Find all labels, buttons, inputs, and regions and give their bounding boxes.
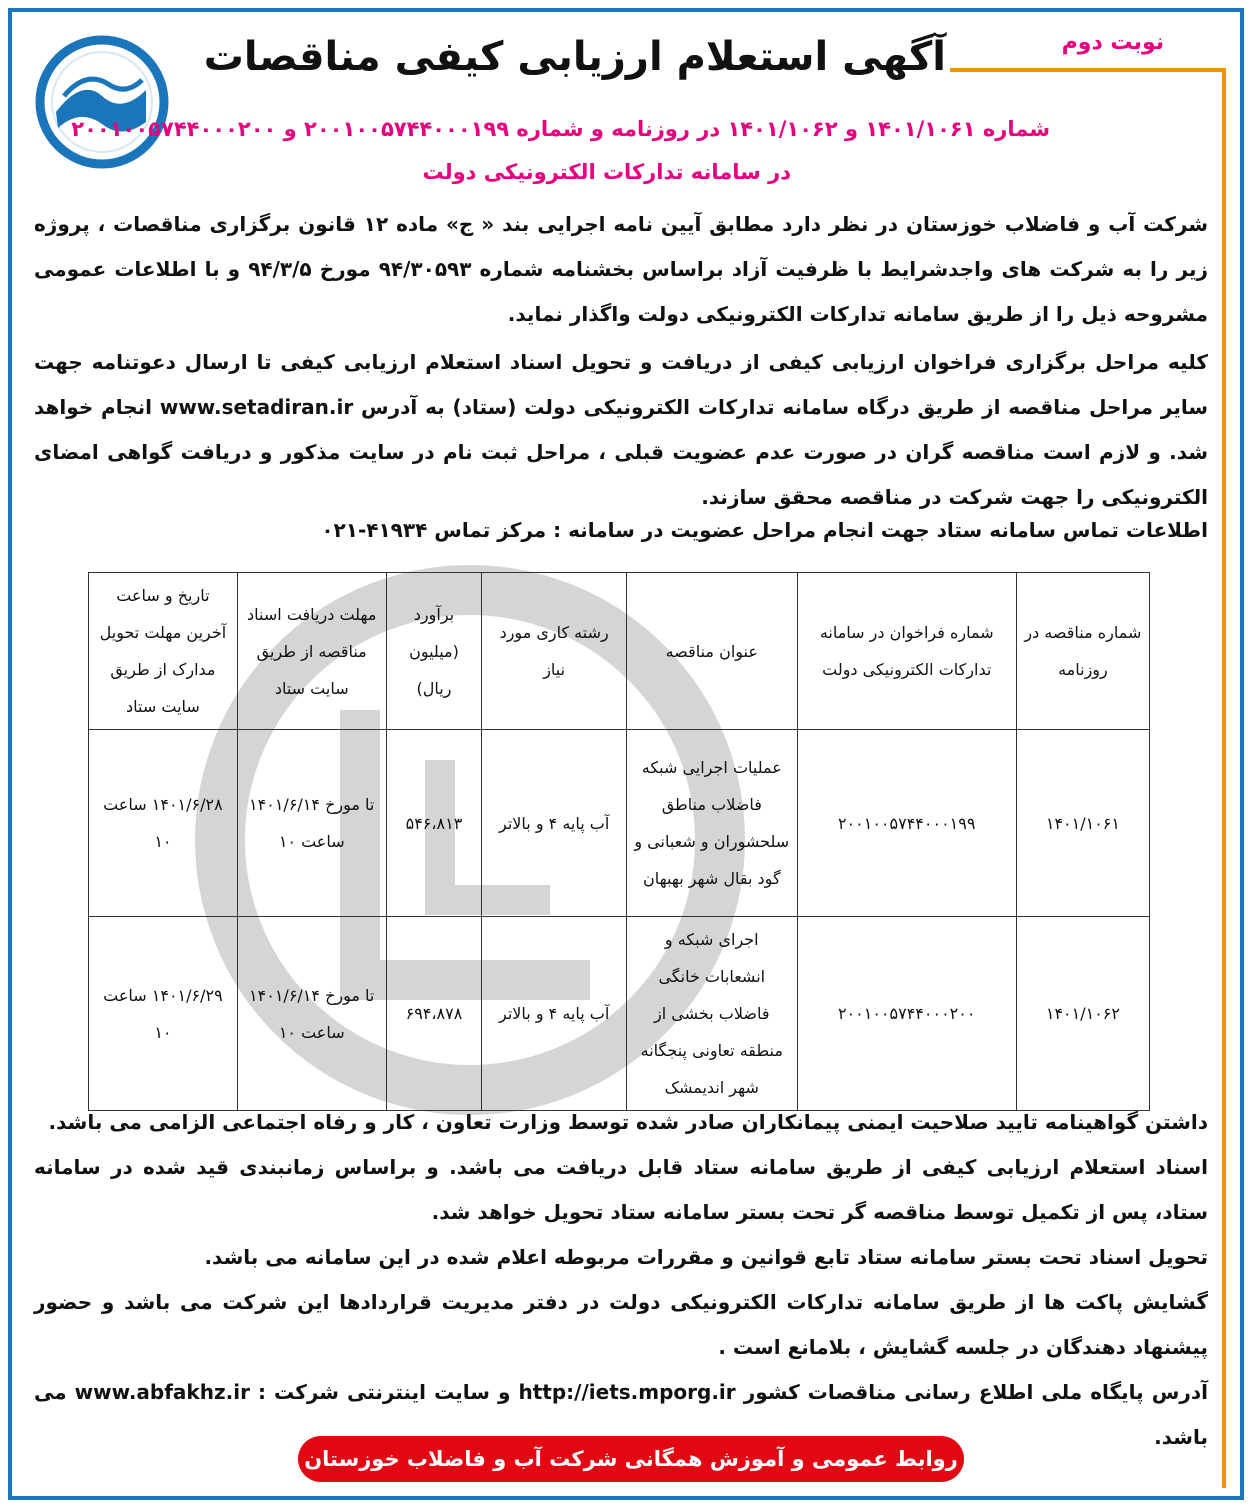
cell-newspaper-no: ۱۴۰۱/۱۰۶۲ <box>1016 917 1149 1111</box>
company-logo <box>34 34 170 170</box>
contact-info: اطلاعات تماس سامانه ستاد جهت انجام مراحل عضویت در سامانه : مرکز تماس ۴۱۹۳۴-۰۲۱ <box>321 518 1208 542</box>
footer-note-opening: گشایش پاکت ها از طریق سامانه تدارکات الکترونیکی دولت در دفتر مدیریت قراردادها این شرکت می باشد و حضور پیشنهاد دهندگان در جلسه گشایش ، بلامانع است . <box>34 1290 1208 1359</box>
page-title: آگهی استعلام ارزیابی کیفی مناقصات <box>203 34 946 80</box>
cell-estimate: ۵۴۶،۸۱۳ <box>386 730 482 917</box>
header-tender-title: عنوان مناقصه <box>626 573 797 730</box>
cell-setad-no: ۲۰۰۱۰۰۵۷۴۴۰۰۰۲۰۰ <box>797 917 1016 1111</box>
footer-note-documents: اسناد استعلام ارزیابی کیفی از طریق سامانه ستاد قابل دریافت می باشد. و براساس زمانبندی قید شده در سامانه ستاد، پس از تکمیل توسط مناقصه گر تحت بستر سامانه ستاد تحویل خواهد شد. <box>34 1155 1208 1224</box>
intro-paragraph: شرکت آب و فاضلاب خوزستان در نظر دارد مطابق آیین نامه اجرایی بند « ج» ماده ۱۲ قانون برگزاری مناقصات ، پروژه زیر را به شرکت های واجدشرایط با ظرفیت آزاد براساس بخشنامه شماره ۹۴/۳۰۵۹۳ مورخ ۹۴/۳/۵ و با اطلاعات عمومی مشروحه ذیل را از طریق سامانه تدارکات الکترونیکی دولت واگذار نماید. <box>34 212 1208 326</box>
tender-table <box>88 572 1150 1111</box>
table-header-row <box>89 573 1150 730</box>
footer-notes <box>34 1100 1208 1460</box>
footer-note-safety: داشتن گواهینامه تایید صلاحیت ایمنی پیمانکاران صادر شده توسط وزارت تعاون ، کار و رفاه اجتماعی الزامی می باشد. <box>48 1110 1208 1134</box>
cell-tender-title: اجرای شبکه و انشعابات خانگی فاضلاب بخشی از منطقه تعاونی پنجگانه شهر اندیمشک <box>626 917 797 1111</box>
cell-tender-title: عملیات اجرایی شبکه فاضلاب مناطق سلحشوران و شعبانی و گود بقال شهر بهبهان <box>626 730 797 917</box>
cell-field: آب پایه ۴ و بالاتر <box>482 730 627 917</box>
tender-numbers-subtitle: شماره ۱۴۰۱/۱۰۶۱ و ۱۴۰۱/۱۰۶۲ در روزنامه و شماره ۲۰۰۱۰۰۵۷۴۴۰۰۰۱۹۹ و ۲۰۰۱۰۰۵۷۴۴۰۰۰۲۰۰ <box>71 117 1050 141</box>
round-label: نوبت دوم <box>1061 30 1164 55</box>
public-relations-banner: روابط عمومی و آموزش همگانی شرکت آب و فاضلاب خوزستان <box>298 1436 964 1482</box>
cell-estimate: ۶۹۴،۸۷۸ <box>386 917 482 1111</box>
header-setad-no: شماره فراخوان در سامانه تدارکات الکترونیکی دولت <box>797 573 1016 730</box>
system-subtitle: در سامانه تدارکات الکترونیکی دولت <box>422 160 791 184</box>
footer-note-websites: آدرس پایگاه ملی اطلاع رسانی مناقصات کشور http://iets.mporg.ir و سایت اینترنتی شرکت : www.abfakhz.ir می باشد. <box>34 1380 1208 1449</box>
cell-receive-deadline: تا مورخ ۱۴۰۱/۶/۱۴ ساعت ۱۰ <box>237 730 386 917</box>
header-submit-deadline: تاریخ و ساعت آخرین مهلت تحویل مدارک از طریق سایت ستاد <box>89 573 238 730</box>
cell-receive-deadline: تا مورخ ۱۴۰۱/۶/۱۴ ساعت ۱۰ <box>237 917 386 1111</box>
header-receive-deadline: مهلت دریافت اسناد مناقصه از طریق سایت ستاد <box>237 573 386 730</box>
cell-setad-no: ۲۰۰۱۰۰۵۷۴۴۰۰۰۱۹۹ <box>797 730 1016 917</box>
header-estimate: برآورد (میلیون ریال) <box>386 573 482 730</box>
cell-submit-deadline: ۱۴۰۱/۶/۲۸ ساعت ۱۰ <box>89 730 238 917</box>
cell-field: آب پایه ۴ و بالاتر <box>482 917 627 1111</box>
header-field: رشته کاری مورد نیاز <box>482 573 627 730</box>
footer-note-delivery: تحویل اسناد تحت بستر سامانه ستاد تابع قوانین و مقررات مربوطه اعلام شده در این سامانه می باشد. <box>204 1245 1208 1269</box>
table-row <box>89 917 1150 1111</box>
header-newspaper-no: شماره مناقصه در روزنامه <box>1016 573 1149 730</box>
table-row <box>89 730 1150 917</box>
cell-newspaper-no: ۱۴۰۱/۱۰۶۱ <box>1016 730 1149 917</box>
cell-submit-deadline: ۱۴۰۱/۶/۲۹ ساعت ۱۰ <box>89 917 238 1111</box>
process-paragraph: کلیه مراحل برگزاری فراخوان ارزیابی کیفی از دریافت و تحویل اسناد استعلام ارزیابی کیفی تا ارسال دعوتنامه جهت سایر مراحل مناقصه از طریق درگاه سامانه تدارکات الکترونیکی دولت (ستاد) به آدرس www.setadiran.ir انجام خواهد شد. و لازم است مناقصه گران در صورت عدم عضویت قبلی ، مراحل ثبت نام در سایت مذکور و دریافت گواهی امضای الکترونیکی را جهت شرکت در مناقصه محقق سازند. <box>34 350 1209 509</box>
